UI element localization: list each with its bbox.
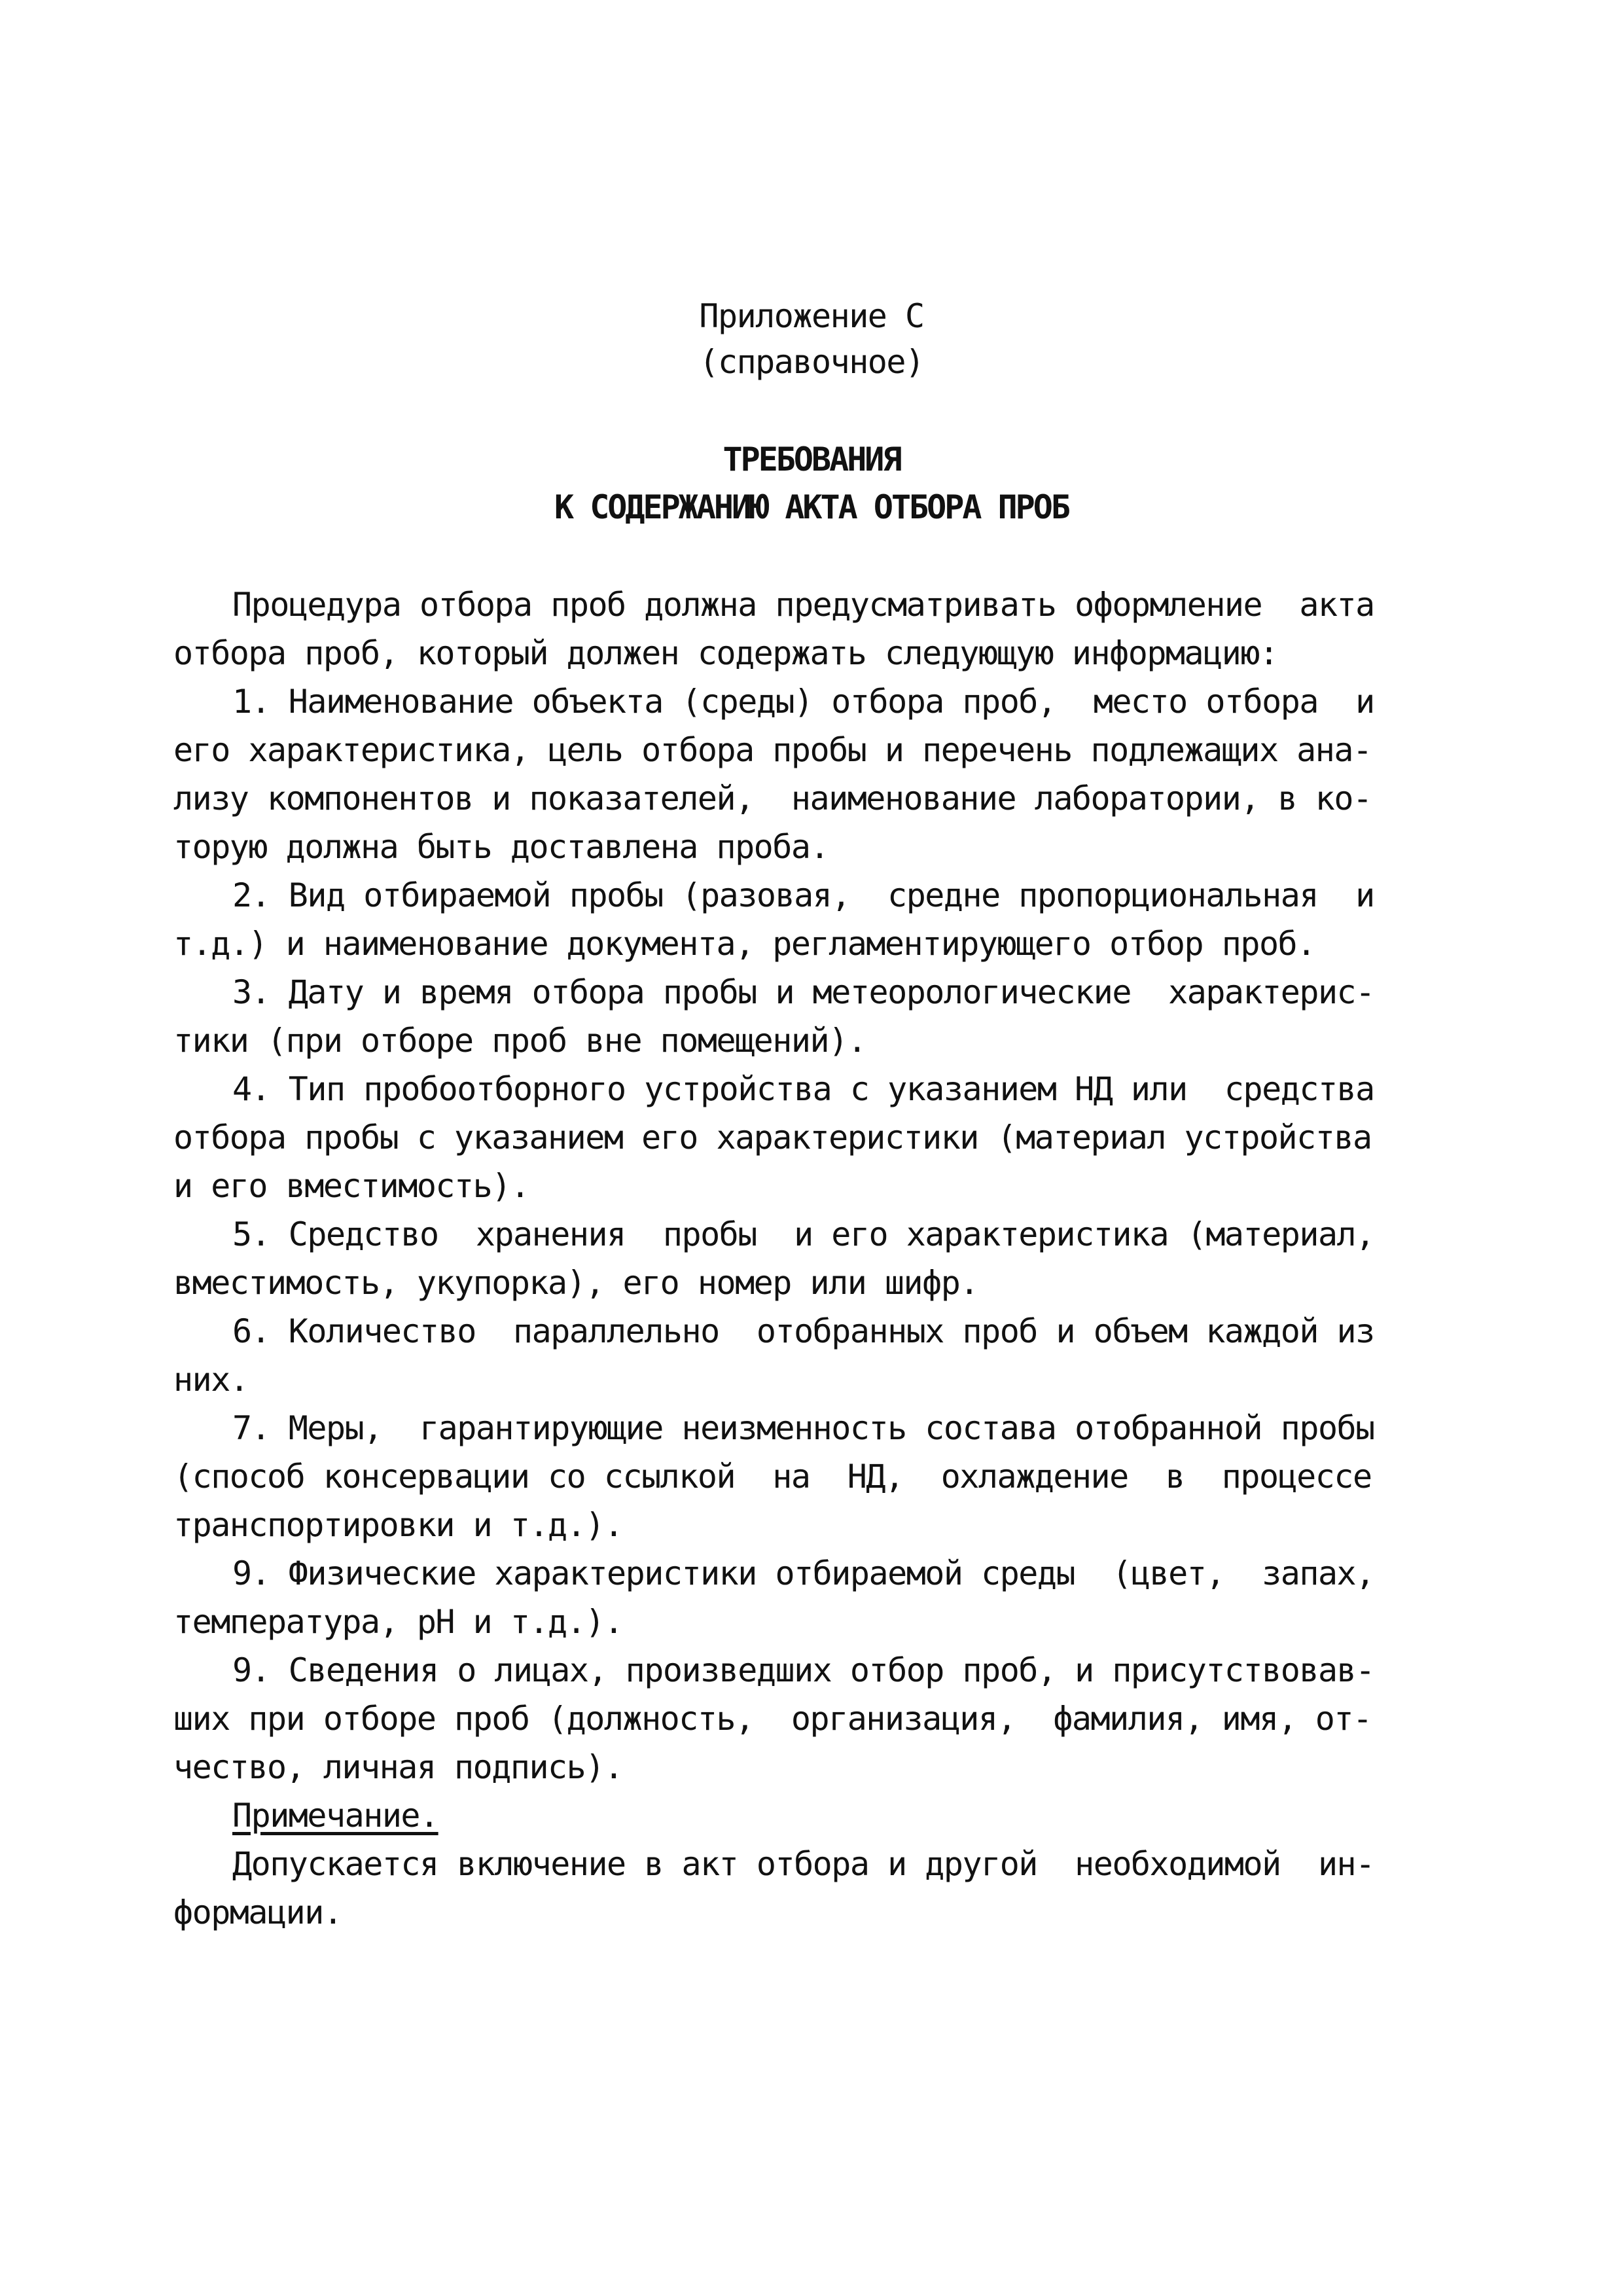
- list-item-8-line: температура, рН и т.д.).: [173, 1603, 623, 1641]
- list-item-1-line: 1. Наименование объекта (среды) отбора проб, место отбора и: [232, 683, 1374, 721]
- list-item-2-line: 2. Вид отбираемой пробы (разовая, средне пропорциональная и: [232, 876, 1374, 914]
- paragraph-line: отбора проб, который должен содержать следующую информацию:: [173, 634, 1278, 672]
- list-item-7-line: (способ консервации со ссылкой на НД, охлаждение в процессе: [173, 1458, 1372, 1496]
- list-item-6-line: 6. Количество параллельно отобранных проб и объем каждой из: [232, 1312, 1374, 1350]
- paragraph-line: Процедура отбора проб должна предусматривать оформление акта: [232, 586, 1374, 624]
- list-item-4-line: и его вместимость).: [173, 1167, 529, 1205]
- appendix-type: (справочное): [699, 343, 924, 381]
- list-item-5-line: 5. Средство хранения пробы и его характеристика (материал,: [232, 1215, 1374, 1253]
- list-item-4-line: отбора пробы с указанием его характеристики (материал устройства: [173, 1119, 1372, 1157]
- list-item-1-line: торую должна быть доставлена проба.: [173, 828, 829, 866]
- list-item-1-line: лизу компонентов и показателей, наименование лаборатории, в ко-: [173, 780, 1372, 817]
- document-title-line-1: ТРЕБОВАНИЯ: [722, 440, 901, 478]
- list-item-3-line: 3. Дату и время отбора пробы и метеорологические характерис-: [232, 973, 1374, 1011]
- note-text-line: Допускается включение в акт отбора и другой необходимой ин-: [232, 1845, 1374, 1883]
- list-item-7-line: 7. Меры, гарантирующие неизменность состава отобранной пробы: [232, 1409, 1374, 1447]
- list-item-9-line: ших при отборе проб (должность, организация, фамилия, имя, от-: [173, 1700, 1372, 1738]
- list-item-6-line: них.: [173, 1361, 249, 1399]
- list-item-5-line: вместимость, укупорка), его номер или шифр.: [173, 1264, 978, 1302]
- list-item-9-line: чество, личная подпись).: [173, 1748, 623, 1786]
- document-title-line-2: К СОДЕРЖАНИЮ АКТА ОТБОРА ПРОБ: [554, 488, 1069, 526]
- list-item-1-line: его характеристика, цель отбора пробы и перечень подлежащих ана-: [173, 731, 1372, 769]
- list-item-9-line: 9. Сведения о лицах, произведших отбор проб, и присутствовав-: [232, 1651, 1374, 1689]
- list-item-3-line: тики (при отборе проб вне помещений).: [173, 1022, 866, 1060]
- list-item-7-line: транспортировки и т.д.).: [173, 1506, 623, 1544]
- list-item-4-line: 4. Тип пробоотборного устройства с указанием НД или средства: [232, 1070, 1374, 1108]
- appendix-label: Приложение С: [699, 297, 924, 335]
- list-item-2-line: т.д.) и наименование документа, регламентирующего отбор проб.: [173, 925, 1315, 963]
- note-text-line: формации.: [173, 1893, 342, 1931]
- note-heading: Примечание.: [232, 1797, 438, 1835]
- list-item-8-line: 9. Физические характеристики отбираемой среды (цвет, запах,: [232, 1554, 1374, 1592]
